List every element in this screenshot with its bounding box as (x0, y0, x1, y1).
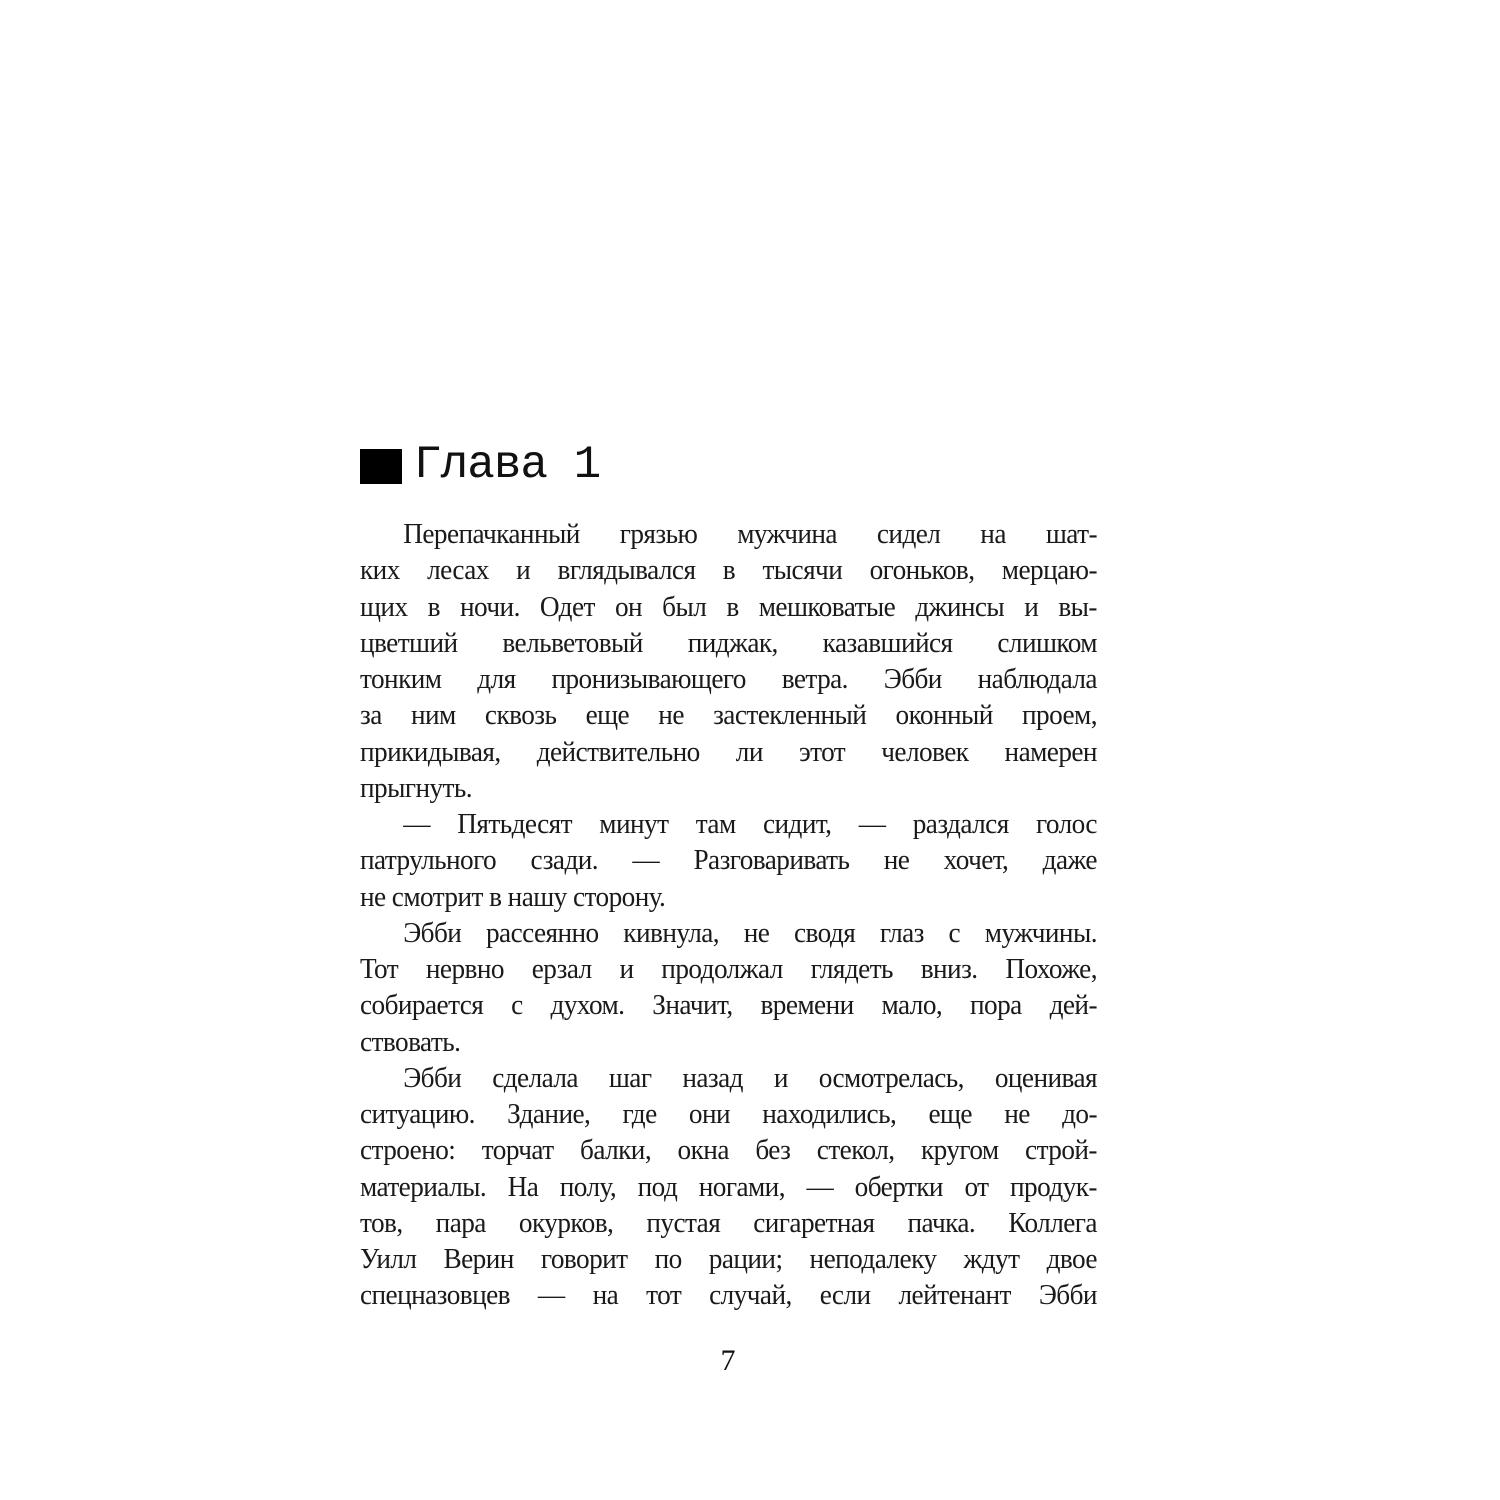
text-line: тонким для пронизывающего ветра. Эбби наблюдала (360, 663, 1097, 695)
text-line: щих в ночи. Одет он был в мешковатые джинсы и вы- (360, 590, 1097, 623)
text-line: Эбби рассеянно кивнула, не сводя глаз с мужчины. (403, 916, 1097, 949)
text-line: Уилл Верин говорит по рации; неподалеку ждут двое (360, 1243, 1097, 1275)
text-line: Эбби сделала шаг назад и осмотрелась, оценивая (403, 1061, 1097, 1094)
text-line: материалы. На полу, под ногами, — обертки от продук- (360, 1170, 1097, 1203)
text-line: ствовать. (360, 1025, 461, 1058)
text-line: прикидывая, действительно ли этот человек намерен (360, 735, 1097, 768)
chapter-heading (360, 440, 600, 490)
text-line: строено: торчат балки, окна без стекол, кругом строй- (360, 1134, 1097, 1167)
text-line: цветший вельветовый пиджак, казавшийся слишком (360, 626, 1097, 659)
chapter-title: Глава 1 (414, 439, 601, 491)
text-line: собирается с духом. Значит, времени мало, пора дей- (360, 989, 1097, 1022)
text-line: прыгнуть. (360, 771, 473, 804)
text-line: ких лесах и вглядывался в тысячи огоньков, мерцаю- (360, 554, 1097, 587)
text-line: — Пятьдесят минут там сидит, — раздался голос (403, 808, 1097, 840)
text-line: не смотрит в нашу сторону. (360, 880, 666, 913)
text-line: тов, пара окурков, пустая сигаретная пачка. Коллега (360, 1206, 1097, 1239)
body-text (360, 516, 1097, 1314)
text-line: спецназовцев — на тот случай, если лейтенант Эбби (360, 1279, 1097, 1312)
text-line: патрульного сзади. — Разговаривать не хочет, даже (360, 844, 1097, 877)
text-line: ситуацию. Здание, где они находились, еще не до- (360, 1098, 1097, 1130)
text-line: Перепачканный грязью мужчина сидел на шат- (403, 518, 1097, 550)
page-number: 7 (720, 1344, 736, 1377)
text-line: за ним сквозь еще не застекленный оконный проем, (360, 699, 1097, 732)
black-square-icon (360, 449, 402, 484)
text-line: Тот нервно ерзал и продолжал глядеть вниз. Похоже, (360, 953, 1097, 985)
